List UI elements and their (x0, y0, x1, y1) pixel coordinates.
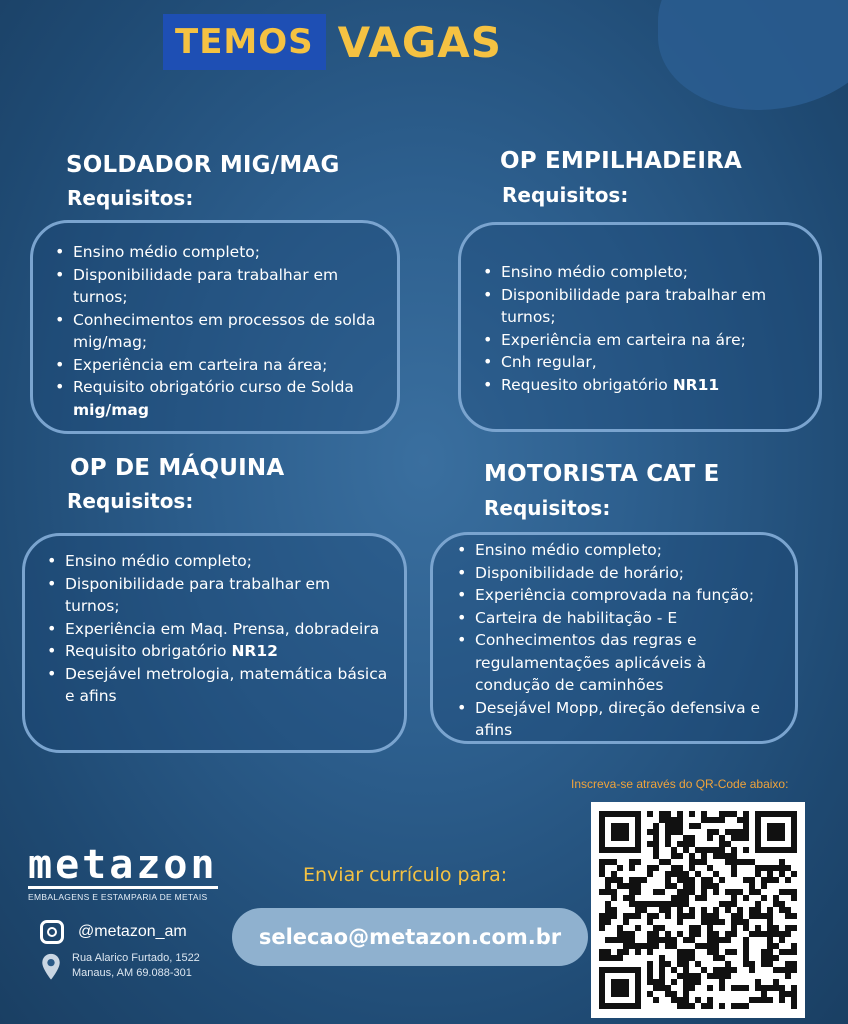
requirement-item (53, 309, 381, 354)
req-label-empilhadeira: Requisitos: (502, 183, 629, 207)
requirement-item (481, 374, 803, 397)
location-pin-icon (40, 953, 62, 981)
requirement-bold: NR11 (672, 375, 720, 394)
job-title-motorista: MOTORISTA CAT E (484, 461, 720, 487)
requirement-item (481, 261, 803, 284)
requirement-text: Ensino médio completo; (65, 552, 252, 570)
instagram-row[interactable] (40, 920, 187, 944)
requirement-item (455, 629, 779, 697)
requirements-box-motorista (430, 532, 798, 744)
requirement-item (455, 584, 779, 607)
requirement-item (455, 539, 779, 562)
headline-part2: VAGAS (337, 17, 503, 67)
requirement-text: Experiência comprovada na função; (475, 586, 755, 604)
requirement-item (53, 264, 381, 309)
requirements-box-soldador (30, 220, 400, 434)
decorative-blob (658, 0, 848, 110)
requirement-text: Experiência em carteira na áre; (501, 330, 746, 349)
address-line-1: Rua Alarico Furtado, 1522 (72, 952, 200, 964)
qr-caption: Inscreva-se através do QR-Code abaixo: (571, 777, 789, 791)
requirement-item (481, 351, 803, 374)
requirement-item (481, 329, 803, 352)
email-address[interactable]: selecao@metazon.com.br (232, 908, 588, 966)
requirement-text: Experiência em Maq. Prensa, dobradeira (65, 619, 380, 638)
requirement-text: Conhecimentos em processos de solda mig/mag; (73, 310, 376, 351)
logo-wordmark: metazon (28, 842, 218, 888)
requirement-item (481, 284, 803, 329)
qr-code-graphic (599, 810, 797, 1010)
requirement-text: Desejável Mopp, direção defensiva e afins (475, 698, 761, 739)
job-title-op-maquina: OP DE MÁQUINA (70, 455, 285, 481)
requirements-list (455, 539, 779, 742)
logo-tagline: EMBALAGENS E ESTAMPARIA DE METAIS (28, 892, 208, 902)
requirement-item (455, 562, 779, 585)
requirement-item (455, 607, 779, 630)
requirement-bold: NR12 (231, 642, 278, 660)
req-label-soldador: Requisitos: (67, 186, 194, 210)
requirement-text: Ensino médio completo; (475, 541, 662, 559)
requirements-list (481, 261, 803, 396)
requirement-item (45, 550, 388, 573)
company-logo (28, 842, 218, 902)
requirement-item (53, 354, 381, 377)
requirement-text: Disponibilidade para trabalhar em turnos; (501, 285, 767, 326)
headline (163, 14, 502, 70)
requirements-list (45, 550, 388, 708)
headline-part1: TEMOS (163, 14, 326, 70)
req-label-op-maquina: Requisitos: (67, 489, 194, 513)
requirement-bold: mig/mag (73, 400, 149, 419)
job-title-soldador: SOLDADOR MIG/MAG (66, 152, 340, 178)
requirement-item (455, 697, 779, 742)
requirement-text: Ensino médio completo; (501, 263, 688, 281)
requirement-item (45, 663, 388, 708)
send-cv-label: Enviar currículo para: (303, 864, 508, 886)
requirement-text: Carteira de habilitação - E (475, 608, 678, 627)
requirements-box-op-maquina (22, 533, 407, 753)
address-line-2: Manaus, AM 69.088-301 (72, 967, 192, 979)
instagram-handle[interactable]: @metazon_am (78, 923, 187, 940)
requirement-text: Requesito obrigatório (501, 375, 668, 394)
requirement-text: Disponibilidade de horário; (475, 563, 685, 582)
requirement-item (45, 618, 388, 641)
requirement-item (53, 241, 381, 264)
requirement-item (45, 640, 388, 663)
qr-code-icon[interactable] (591, 802, 805, 1018)
requirement-text: Disponibilidade para trabalhar em turnos; (65, 574, 331, 615)
req-label-motorista: Requisitos: (484, 496, 611, 520)
requirement-item (45, 573, 388, 618)
requirement-item (53, 376, 381, 421)
requirement-text: Requisito obrigatório curso de Solda (73, 378, 354, 396)
requirement-text: Cnh regular, (501, 353, 597, 371)
address-row (40, 951, 200, 981)
job-title-empilhadeira: OP EMPILHADEIRA (500, 148, 743, 174)
requirement-text: Ensino médio completo; (73, 243, 260, 261)
requirements-list (53, 241, 381, 421)
requirement-text: Conhecimentos das regras e regulamentações aplicáveis à condução de caminhões (475, 631, 707, 694)
requirement-text: Requisito obrigatório (65, 642, 227, 660)
instagram-icon (40, 920, 64, 944)
requirement-text: Disponibilidade para trabalhar em turnos; (73, 265, 339, 306)
requirement-text: Desejável metrologia, matemática básica e afins (65, 664, 388, 705)
requirements-box-empilhadeira (458, 222, 822, 432)
requirement-text: Experiência em carteira na área; (73, 355, 328, 374)
